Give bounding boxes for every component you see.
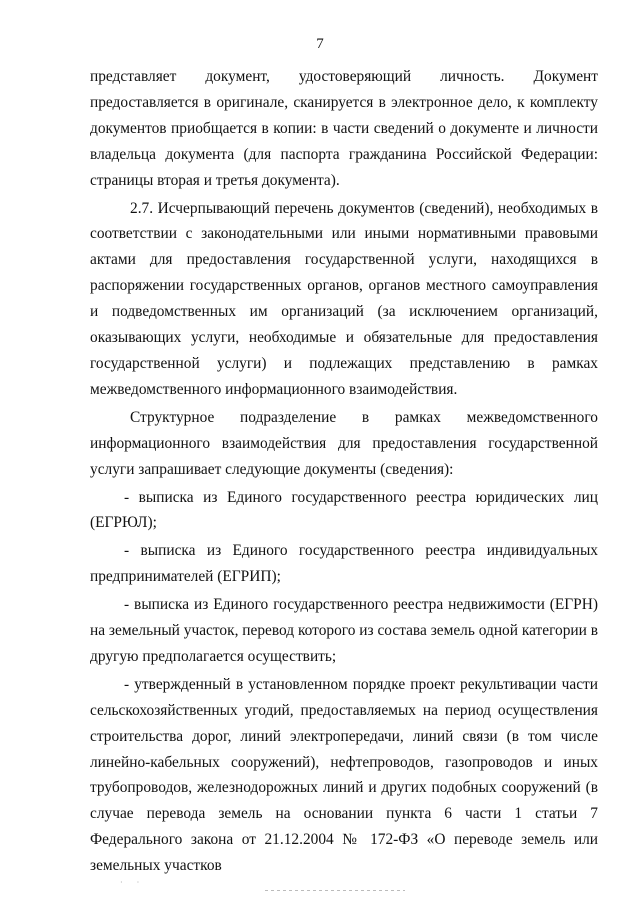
paragraph-structural-unit: Структурное подразделение в рамках межведомственного информационного взаимодействия для предоставления государственной услуги запрашивает следующие документы (сведения):	[90, 408, 598, 478]
list-item-egrip: - выписка из Единого государственного реестра индивидуальных предпринимателей (ЕГРИП);	[90, 542, 598, 586]
list-item-recultivation-project: - утвержденный в установленном порядке проект рекультивации части сельскохозяйственных угодий, предоставляемых на период осуществления строительства дорог, линий электропередачи, линий связи (в том числе линейно-кабельных сооружений), нефтепроводов, газопроводов и иных трубопроводов, железнодорожных линий и других подобных сооружений (в случае перевода земель на основании пункта 6 части 1 статьи 7 Федерального закона от 21.12.2004 № 172-ФЗ «О переводе земель или земельных участков	[90, 675, 598, 875]
page-number: 7	[316, 36, 324, 52]
scan-artifact-dots: · ·	[120, 878, 146, 887]
document-body	[90, 64, 598, 879]
list-item-egrn: - выписка из Единого государственного реестра недвижимости (ЕГРН) на земельный участок, перевод которого из состава земель одной категории в другую предполагается осуществить;	[90, 596, 598, 665]
list-item-egrul: - выписка из Единого государственного реестра юридических лиц (ЕГРЮЛ);	[90, 488, 598, 532]
scan-artifact-line	[265, 890, 405, 891]
paragraph-continuation: представляет документ, удостоверяющий личность. Документ предоставляется в оригинале, сканируется в электронное дело, к комплекту документов приобщается в копии: в части сведений о документе и личности владельца документа (для паспорта гражданина Российской Федерации: страницы вторая и третья документа).	[90, 68, 598, 189]
paragraph-section-2-7: 2.7. Исчерпывающий перечень документов (сведений), необходимых в соответствии с законодательными или иными нормативными правовыми актами для предоставления государственной услуги, находящихся в распоряжении государственных органов, органов местного самоуправления и подведомственных им организаций (за исключением организаций, оказывающих услуги, необходимые и обязательные для предоставления государственной услуги) и подлежащих представлению в рамках межведомственного информационного взаимодействия.	[90, 199, 598, 398]
